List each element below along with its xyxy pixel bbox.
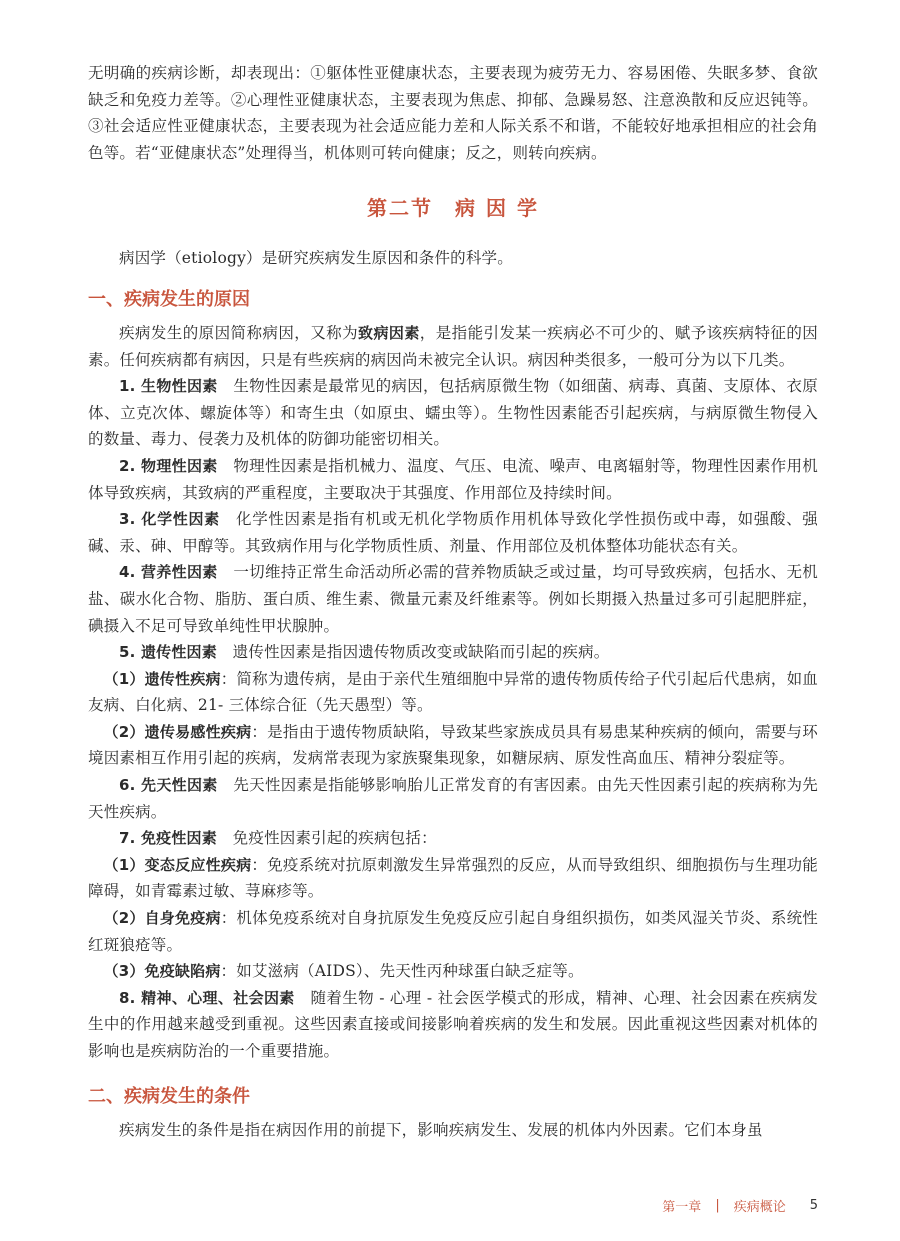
cause-item-label: 6. 先天性因素 [119, 776, 218, 795]
cause-item-text: ：简称为遗传病，是由于亲代生殖细胞中异常的遗传物质传给子代引起后代患病，如血友病、白化病、21- 三体综合征（先天愚型）等。 [88, 669, 818, 715]
cause-item-label: （2）自身免疫病 [103, 909, 221, 928]
page-number: 5 [809, 1198, 818, 1213]
cause-intro-pre: 疾病发生的原因简称病因，又称为 [119, 323, 359, 342]
cause-item-text: 一切维持正常生命活动所必需的营养物质缺乏或过量，均可导致疾病，包括水、无机盐、碳水化合物、脂肪、蛋白质、维生素、微量元素及纤维素等。例如长期摄入热量过多可引起肥胖症，碘摄入不足可导致单纯性甲状腺肿。 [88, 563, 818, 635]
cause-item-text: 遗传性因素是指因遗传物质改变或缺陷而引起的疾病。 [216, 643, 610, 662]
cause-item [88, 905, 818, 958]
footer-title: 疾病概论 [733, 1200, 786, 1215]
cause-intro-post: ，是指能引发某一疾病必不可少的、赋予该疾病特征的因素。任何疾病都有病因，只是有些疾病的病因尚未被完全认识。病因种类很多，一般可分为以下几类。 [88, 323, 818, 369]
cause-item-label: 8. 精神、心理、社会因素 [119, 988, 295, 1007]
cause-item-text: 物理性因素是指机械力、温度、气压、电流、噪声、电离辐射等，物理性因素作用机体导致疾病，其致病的严重程度，主要取决于其强度、作用部位及持续时间。 [88, 456, 818, 502]
cause-item-text: ：是指由于遗传物质缺陷，导致某些家族成员具有易患某种疾病的倾向，需要与环境因素相互作用引起的疾病，发病常表现为家族聚集现象，如糖尿病、原发性高血压、精神分裂症等。 [88, 722, 818, 768]
cause-intro-bold: 致病因素 [358, 323, 420, 342]
cause-item-text: 免疫性因素引起的疾病包括： [216, 829, 437, 848]
footer-chapter: 第一章 [662, 1200, 702, 1215]
cause-intro-paragraph [88, 320, 818, 373]
footer-separator: | [715, 1198, 720, 1213]
heading-causes: 一、疾病发生的原因 [88, 288, 250, 310]
condition-paragraph: 疾病发生的条件是指在病因作用的前提下，影响疾病发生、发展的机体内外因素。它们本身虽 [119, 1120, 763, 1139]
cause-item-text: ：如艾滋病（AIDS）、先天性丙种球蛋白缺乏症等。 [220, 962, 584, 981]
cause-item [88, 639, 818, 666]
heading-conditions: 二、疾病发生的条件 [88, 1085, 250, 1107]
cause-item-text: 随着生物 - 心理 - 社会医学模式的形成，精神、心理、社会因素在疾病发生中的作用越来越受到重视。这些因素直接或间接影响着疾病的发生和发展。因此重视这些因素对机体的影响也是疾病防治的一个重要措施。 [88, 988, 818, 1060]
cause-item-label: 5. 遗传性因素 [119, 643, 217, 662]
cause-item-text: 先天性因素是指能够影响胎儿正常发育的有害因素。由先天性因素引起的疾病称为先天性疾病。 [88, 776, 818, 821]
cause-item [88, 506, 818, 559]
cause-item [88, 373, 818, 453]
cause-item-label: （2）遗传易感性疾病 [103, 722, 252, 741]
cause-item-text: 化学性因素是指有机或无机化学物质作用机体导致化学性损伤或中毒，如强酸、强碱、汞、砷、甲醇等。其致病作用与化学物质性质、剂量、作用部位及机体整体功能状态有关。 [88, 510, 818, 555]
cause-item-label: 4. 营养性因素 [119, 563, 218, 582]
section-title: 第二节 病 因 学 [367, 196, 539, 221]
cause-item-label: 3. 化学性因素 [119, 510, 220, 529]
cause-item-label: （1）变态反应性疾病 [103, 855, 252, 874]
cause-item [88, 559, 818, 639]
page-footer [662, 1196, 818, 1215]
cause-item [88, 666, 818, 719]
cause-item [88, 985, 818, 1065]
cause-item [88, 453, 818, 506]
cause-item-label: （3）免疫缺陷病 [103, 962, 221, 981]
cause-item-label: （1）遗传性疾病 [103, 669, 221, 688]
definition-paragraph: 病因学（etiology）是研究疾病发生原因和条件的科学。 [119, 249, 513, 268]
cause-item-text: ：机体免疫系统对自身抗原发生免疫反应引起自身组织损伤，如类风湿关节炎、系统性红斑狼疮等。 [88, 909, 818, 954]
cause-item-label: 7. 免疫性因素 [119, 829, 217, 848]
cause-item-text: ：免疫系统对抗原刺激发生异常强烈的反应，从而导致组织、细胞损伤与生理功能障碍，如青霉素过敏、荨麻疹等。 [88, 855, 818, 901]
cause-item [88, 958, 818, 985]
cause-list [88, 373, 818, 1064]
cause-item-text: 生物性因素是最常见的病因，包括病原微生物（如细菌、病毒、真菌、支原体、衣原体、立克次体、螺旋体等）和寄生虫（如原虫、蠕虫等）。生物性因素能否引起疾病，与病原微生物侵入的数量、毒力、侵袭力及机体的防御功能密切相关。 [88, 377, 818, 449]
cause-item [88, 852, 818, 905]
cause-item [88, 719, 818, 772]
cause-item [88, 772, 818, 825]
cause-item-label: 2. 物理性因素 [119, 456, 218, 475]
intro-paragraph: 无明确的疾病诊断，却表现出：①躯体性亚健康状态，主要表现为疲劳无力、容易困倦、失眠多梦、食欲缺乏和免疫力差等。②心理性亚健康状态，主要表现为焦虑、抑郁、急躁易怒、注意涣散和反应迟钝等。③社会适应性亚健康状态，主要表现为社会适应能力差和人际关系不和谐，不能较好地承担相应的社会角色等。若“亚健康状态”处理得当，机体则可转向健康；反之，则转向疾病。 [88, 64, 818, 162]
page-body [88, 60, 818, 1143]
cause-item [88, 825, 818, 852]
cause-item-label: 1. 生物性因素 [119, 377, 218, 396]
